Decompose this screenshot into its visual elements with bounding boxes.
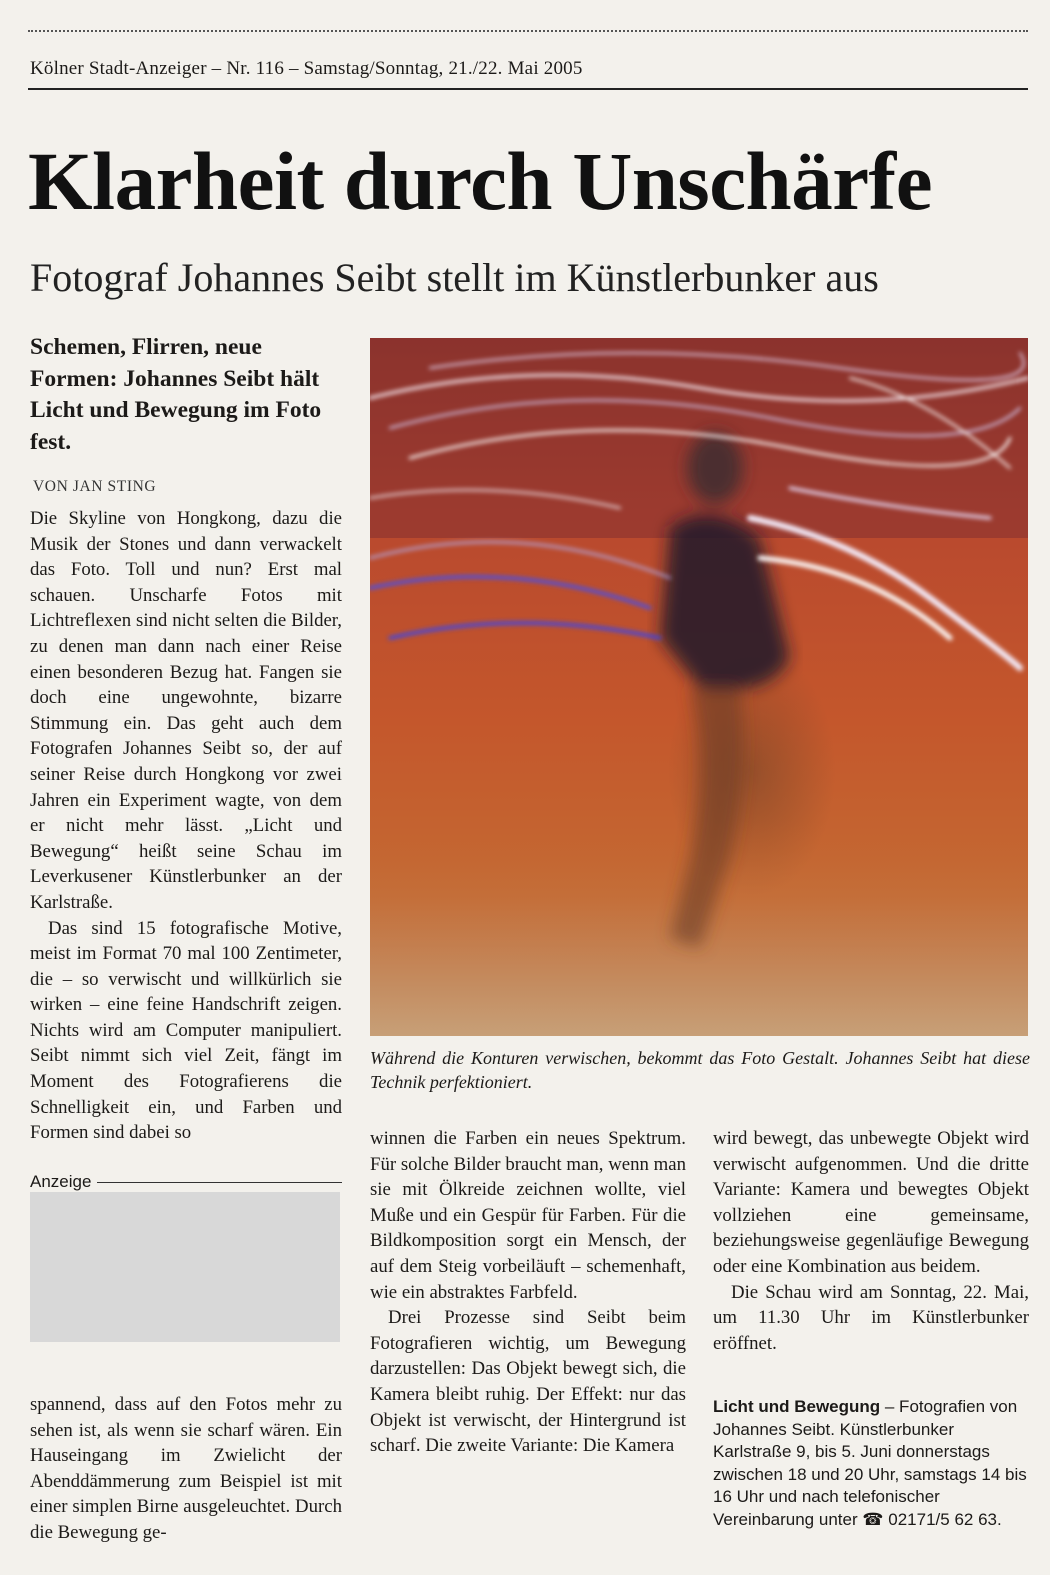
info-text: – Fotografien von Johannes Seibt. Künstlerbunker Karlstraße 9, bis 5. Juni donnerstags zwischen 18 und 20 Uhr, samstags 14 bis 16 Uhr und nach telefonischer Vereinbarung unter [713, 1397, 1027, 1529]
ad-label [30, 1172, 342, 1192]
ad-label-rule [97, 1182, 342, 1183]
telephone-icon: ☎ [862, 1509, 884, 1529]
article-column-1-top [30, 506, 342, 1146]
paragraph: wird bewegt, das unbewegte Objekt wird verwischt aufgenommen. Und die dritte Variante: Kamera und bewegtes Objekt vollziehen eine gemeinsame, beziehungsweise gegenläufige Bewegung oder eine Kombination aus beidem. [713, 1128, 1029, 1277]
blurred-figure-light-trails-image [370, 338, 1028, 1036]
article-column-2 [370, 1126, 686, 1459]
top-dotted-rule [28, 30, 1028, 32]
paragraph: winnen die Farben ein neues Spektrum. Für solche Bilder braucht man, wenn man sie mit Ölkreide zeichnen wollte, viel Muße und ein Gespür für Farben. Für die Bildkomposition sorgt ein Mensch, der auf dem Steig vorbeiläuft – schemenhaft, wie ein abstraktes Farbfeld. [370, 1128, 686, 1303]
photo-caption: Während die Konturen verwischen, bekommt das Foto Gestalt. Johannes Seibt hat diese Technik perfektioniert. [370, 1048, 1030, 1093]
info-phone: 02171/5 62 63. [888, 1509, 1002, 1529]
article-photo [370, 338, 1028, 1036]
subheadline: Fotograf Johannes Seibt stellt im Künstlerbunker aus [30, 255, 879, 300]
article-column-1-bottom [30, 1392, 342, 1546]
teaser: Schemen, Flirren, neue Formen: Johannes Seibt hält Licht und Bewegung im Foto fest. [30, 334, 322, 456]
paragraph: Das sind 15 fotografische Motive, meist im Format 70 mal 100 Zentimeter, die – so verwischt und willkürlich sie wirken – eine feine Handschrift zeigen. Nichts wird am Computer manipuliert. Seibt nimmt sich viel Zeit, fängt im Moment des Fotografierens die Schnelligkeit ein, und Farben und Formen sind dabei so [30, 917, 342, 1144]
exhibition-info-box [713, 1396, 1029, 1531]
ad-label-text: Anzeige [30, 1172, 92, 1191]
info-title: Licht und Bewegung [713, 1397, 881, 1416]
masthead: Kölner Stadt-Anzeiger – Nr. 116 – Samstag/Sonntag, 21./22. Mai 2005 [30, 58, 583, 79]
article-column-3 [713, 1126, 1029, 1356]
masthead-rule [28, 88, 1028, 90]
paragraph: Drei Prozesse sind Seibt beim Fotografieren wichtig, um Bewegung darzustellen: Das Objekt bewegt sich, die Kamera bleibt ruhig. Der Effekt: nur das Objekt ist verwischt, der Hintergrund ist scharf. Die zweite Variante: Die Kamera [370, 1307, 686, 1457]
byline: VON JAN STING [33, 478, 157, 495]
ad-placeholder [30, 1192, 340, 1342]
paragraph: Die Skyline von Hongkong, dazu die Musik der Stones und dann verwackelt das Foto. Toll und nun? Erst mal schauen. Unscharfe Fotos mit Lichtreflexen sind nicht selten die Bilder, zu denen man dann nach einer Reise einen besonderen Bezug hat. Fangen sie doch eine ungewohnte, bizarre Stimmung ein. Das geht auch dem Fotografen Johannes Seibt so, der auf seiner Reise durch Hongkong vor zwei Jahren ein Experiment wagte, von dem er nicht mehr lässt. „Licht und Bewegung“ heißt seine Schau im Leverkusener Künstlerbunker an der Karlstraße. [30, 508, 342, 913]
paragraph: spannend, dass auf den Fotos mehr zu sehen ist, als wenn sie scharf wären. Ein Hauseingang im Zwielicht der Abenddämmerung zum Beispiel ist mit einer simplen Birne ausgeleuchtet. Durch die Bewegung ge- [30, 1394, 342, 1543]
paragraph: Die Schau wird am Sonntag, 22. Mai, um 11.30 Uhr im Künstlerbunker eröffnet. [713, 1281, 1029, 1354]
headline: Klarheit durch Unschärfe [28, 135, 933, 227]
